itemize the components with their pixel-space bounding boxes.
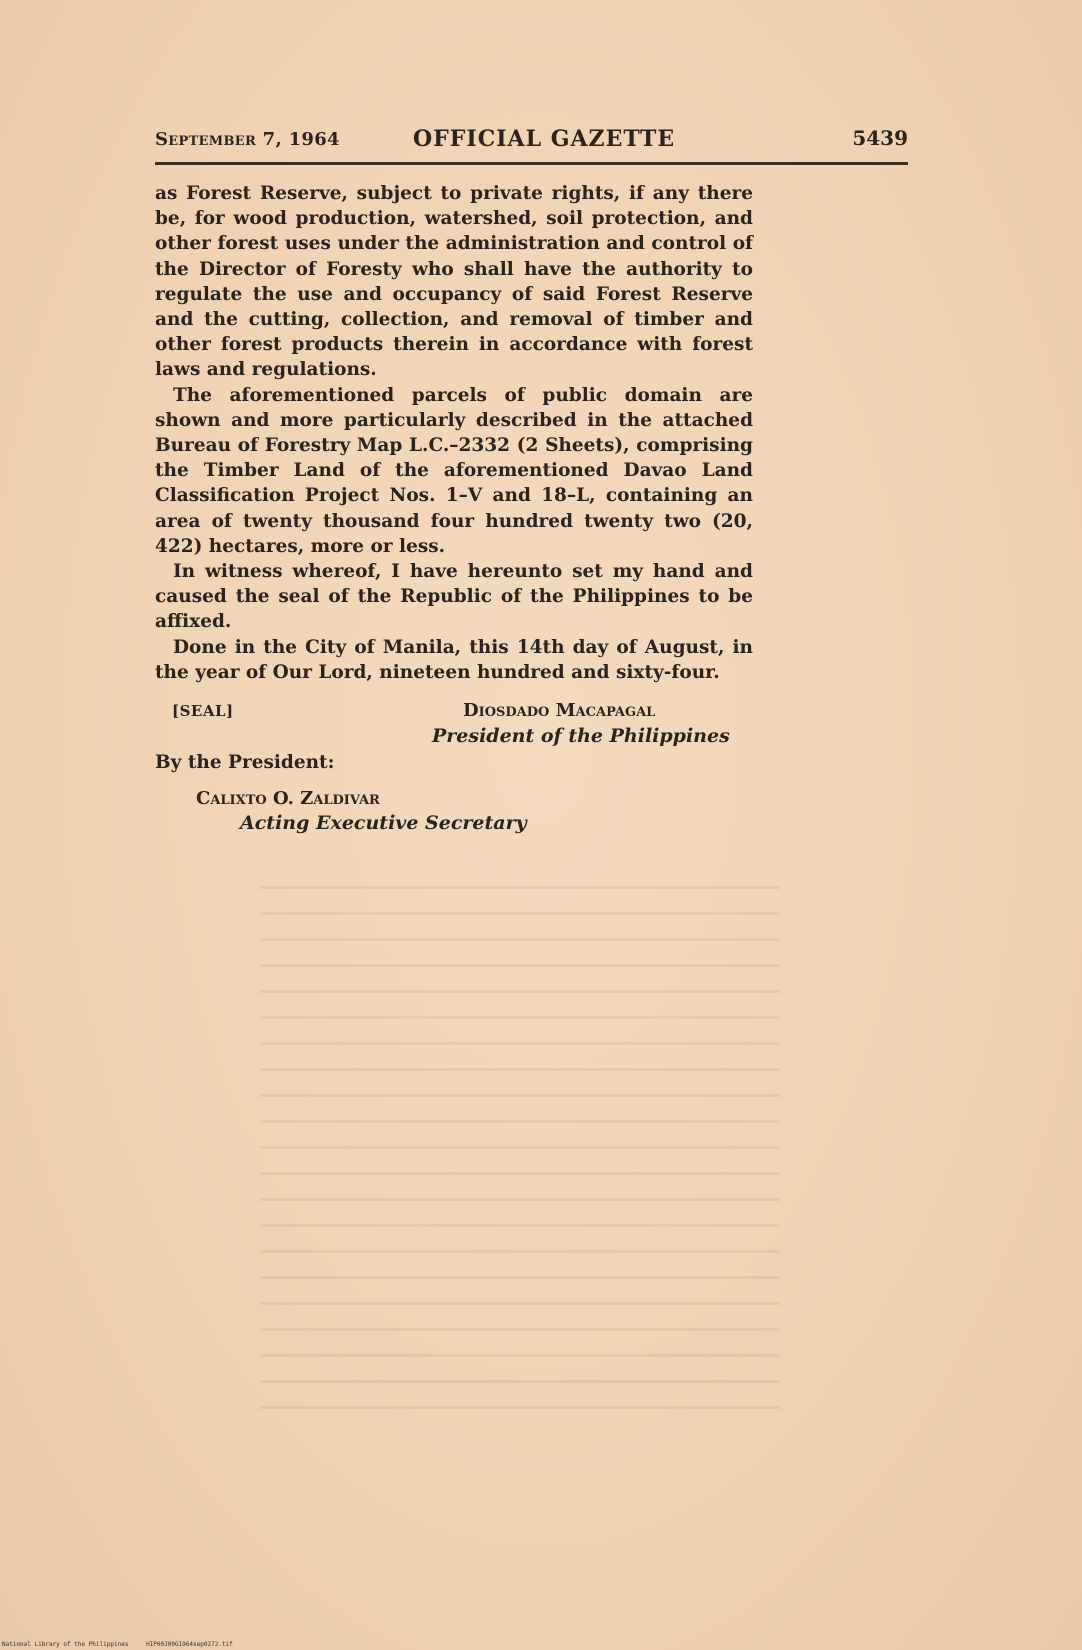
paragraph-witness: In witness whereof, I have hereunto set my hand and caused the seal of the Republic of the Philippines to be affixed. [155,561,753,633]
seal-label: [SEAL] [172,702,234,720]
page-number: 5439 [852,126,908,150]
footer-library: National Library of the Philippines [2,1641,129,1648]
header-date: September 7, 1964 [155,129,340,150]
publication-title: OFFICIAL GAZETTE [413,126,676,152]
running-header [155,126,908,158]
paragraph-forest-reserve: as Forest Reserve, subject to private rights, if any there be, for wood production, watershed, soil protection, and other forest uses under the administration and control of the Director of Foresty who shall have the authority to regulate the use and occupancy of said Forest Reserve and the cutting, collection, and removal of timber and other forest products therein in accordance with forest laws and regulations. [155,183,753,381]
proclamation-body [155,181,753,685]
secretary-title: Acting Executive Secretary [240,812,527,834]
paragraph-map-description: The aforementioned parcels of public domain are shown and more particularly described in the attached Bureau of Forestry Map L.C.–2332 (2 Sheets), comprising the Timber Land of the aforementioned Davao Land Classification Project Nos. 1–V and 18–L, containing an area of twenty thousand four hundred twenty two (20, 422) hectares, more or less. [155,384,753,557]
signature-block [172,700,732,750]
footer-file: HIP00J00G1964sep0272.tif [146,1641,233,1648]
show-through-texture [260,870,780,1410]
paragraph-done-in: Done in the City of Manila, this 14th day of August, in the year of Our Lord, nineteen hundred and sixty-four. [155,636,753,683]
signer-name: Diosdado Macapagal [463,700,656,721]
by-the-president: By the President: [155,752,335,773]
signer-title: President of the Philippines [432,725,730,747]
secretary-name: Calixto O. Zaldivar [196,788,380,809]
scan-footer [2,1641,233,1648]
header-rule [155,162,908,165]
